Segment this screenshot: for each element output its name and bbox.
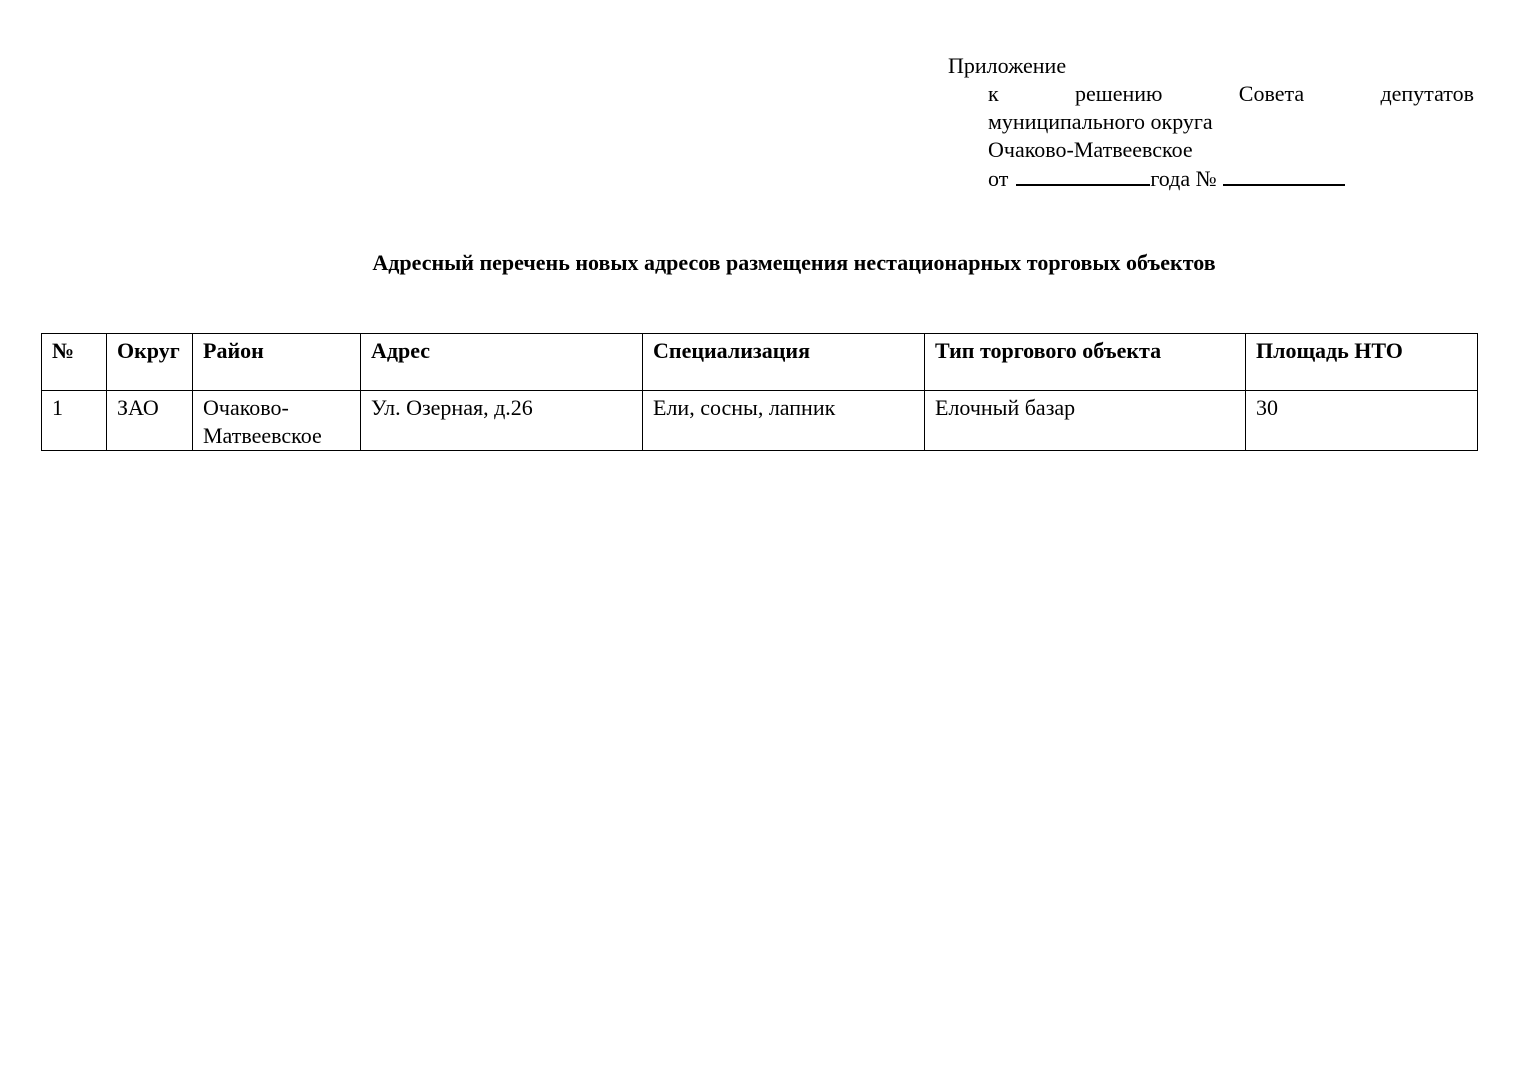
header-area: Площадь НТО xyxy=(1246,334,1478,391)
appendix-label: Приложение xyxy=(948,53,1067,78)
table-row xyxy=(42,391,1478,451)
appendix-word: депутатов xyxy=(1380,81,1474,106)
appendix-okrug-line: муниципального округа xyxy=(988,109,1213,134)
cell-area: 30 xyxy=(1246,391,1478,451)
table-header-row xyxy=(42,334,1478,391)
header-okrug: Округ xyxy=(107,334,193,391)
registry-table xyxy=(41,333,1478,451)
cell-num: 1 xyxy=(42,391,107,451)
number-prefix: года № xyxy=(1150,166,1217,191)
date-blank xyxy=(1016,164,1150,186)
appendix-word: к xyxy=(988,81,999,106)
cell-rayon: Очаково-Матвеевское xyxy=(193,391,361,451)
header-specialization: Специализация xyxy=(643,334,925,391)
date-prefix: от xyxy=(988,166,1009,191)
document-title: Адресный перечень новых адресов размещения нестационарных торговых объектов xyxy=(372,250,1216,275)
cell-specialization: Ели, сосны, лапник xyxy=(643,391,925,451)
header-address: Адрес xyxy=(361,334,643,391)
cell-address: Ул. Озерная, д.26 xyxy=(361,391,643,451)
appendix-date-line xyxy=(988,164,1474,193)
cell-object-type: Елочный базар xyxy=(925,391,1246,451)
header-object-type: Тип торгового объекта xyxy=(925,334,1246,391)
appendix-district-line: Очаково-Матвеевское xyxy=(988,137,1193,162)
appendix-block xyxy=(948,52,1474,193)
appendix-decision-line xyxy=(988,80,1474,108)
appendix-word: Совета xyxy=(1238,81,1305,106)
appendix-word: решению xyxy=(1075,81,1163,106)
number-blank xyxy=(1223,164,1345,186)
header-num: № xyxy=(42,334,107,391)
header-rayon: Район xyxy=(193,334,361,391)
cell-okrug: ЗАО xyxy=(107,391,193,451)
